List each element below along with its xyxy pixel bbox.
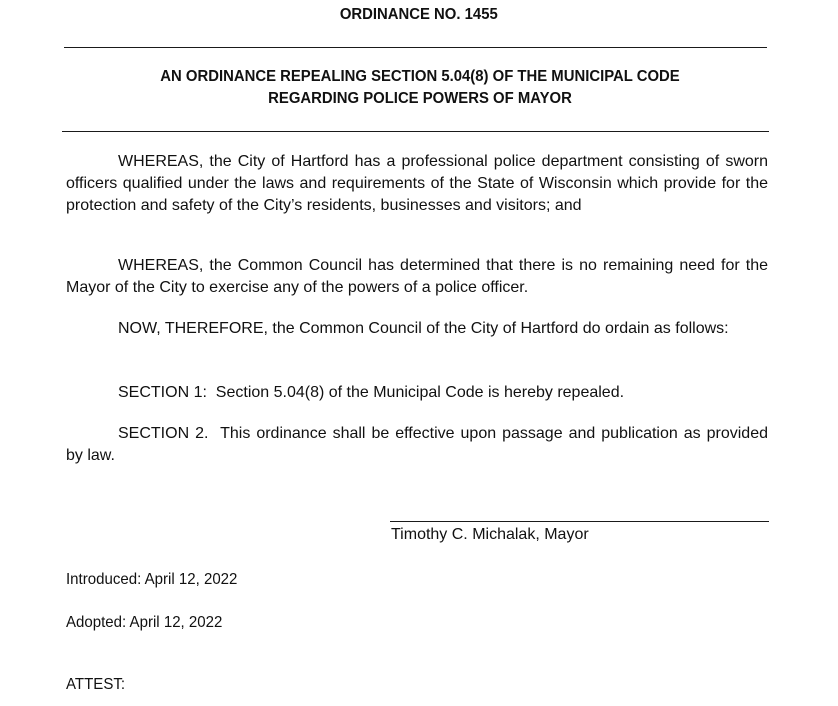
subtitle-line-2: REGARDING POLICE POWERS OF MAYOR — [268, 90, 572, 107]
now-therefore-paragraph — [66, 318, 768, 340]
ordinance-subtitle — [60, 66, 780, 110]
whereas-paragraph-2 — [66, 255, 768, 299]
paragraph-text: NOW, THEREFORE, the Common Council of the City of Hartford do ordain as follows: — [118, 320, 729, 337]
title-divider-bottom — [62, 131, 769, 132]
adopted-date: Adopted: April 12, 2022 — [66, 614, 223, 631]
mayor-signature-name: Timothy C. Michalak, Mayor — [391, 526, 589, 543]
signature-line — [390, 521, 769, 522]
ordinance-title: ORDINANCE NO. 1455 — [339, 6, 498, 23]
section-2-paragraph — [66, 423, 773, 467]
paragraph-text: SECTION 1: Section 5.04(8) of the Municipal Code is hereby repealed. — [118, 384, 625, 401]
title-divider-top — [64, 47, 767, 48]
whereas-paragraph-1 — [66, 151, 768, 217]
paragraph-text: WHEREAS, the Common Council has determined that there is no remaining need for the Mayor of the City to exercise any of the powers of a police officer. — [66, 257, 768, 296]
paragraph-text: WHEREAS, the City of Hartford has a professional police department consisting of sworn officers qualified under the laws and requirements of the State of Wisconsin which provide for the protection and safety of the City’s residents, businesses and visitors; and — [66, 153, 768, 214]
section-1-paragraph — [66, 382, 768, 404]
introduced-date: Introduced: April 12, 2022 — [66, 571, 238, 588]
subtitle-line-1: AN ORDINANCE REPEALING SECTION 5.04(8) OF THE MUNICIPAL CODE — [160, 68, 680, 85]
paragraph-text: SECTION 2. This ordinance shall be effective upon passage and publication as provided by law. — [66, 425, 773, 464]
attest-label: ATTEST: — [66, 676, 126, 693]
